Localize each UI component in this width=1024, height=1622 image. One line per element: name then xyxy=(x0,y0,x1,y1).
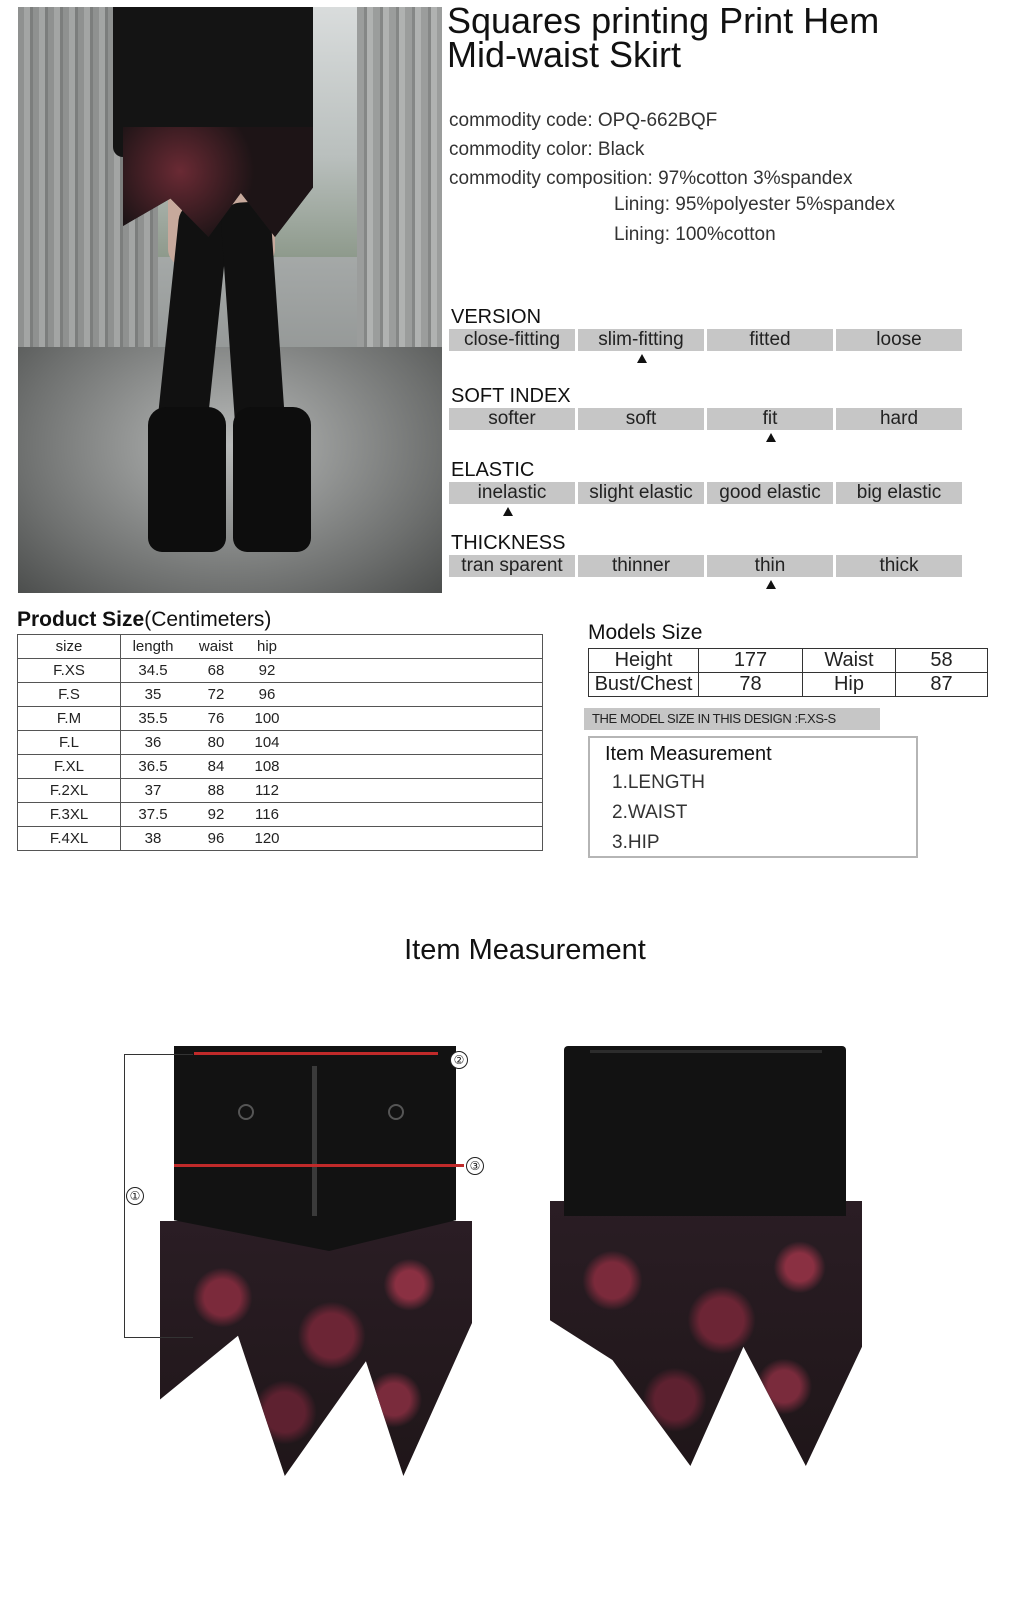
lining-1 xyxy=(614,194,895,216)
cell-hip: 112 xyxy=(247,779,287,803)
commodity-code-label: commodity code: xyxy=(449,110,593,131)
cell-hip: 108 xyxy=(247,755,287,779)
cell-empty xyxy=(287,803,543,827)
cell-length: 36 xyxy=(121,731,186,755)
soft-index-title: SOFT INDEX xyxy=(451,385,571,407)
item-measurement-title: Item Measurement xyxy=(404,934,646,966)
cell-length: 37.5 xyxy=(121,803,186,827)
commodity-composition-label: commodity composition: xyxy=(449,168,653,189)
lining-1-value: 95%polyester 5%spandex xyxy=(675,194,895,215)
cell-length: 38 xyxy=(121,827,186,851)
cell-size: F.3XL xyxy=(18,803,121,827)
version-option-4: loose xyxy=(836,329,962,351)
table-row xyxy=(18,755,543,779)
waist-marker: ② xyxy=(450,1051,468,1069)
table-row xyxy=(18,731,543,755)
models-hip-label: Hip xyxy=(803,673,896,697)
item-measurement-box-title: Item Measurement xyxy=(605,743,772,765)
thickness-option-4: thick xyxy=(836,555,962,577)
skirt-back-image xyxy=(550,1046,862,1466)
cell-size: F.XS xyxy=(18,659,121,683)
elastic-selected-marker xyxy=(503,507,513,516)
cell-empty xyxy=(287,755,543,779)
soft-index-option-2: soft xyxy=(578,408,704,430)
product-size-title xyxy=(17,608,271,632)
cell-hip: 116 xyxy=(247,803,287,827)
cell-hip: 104 xyxy=(247,731,287,755)
table-row xyxy=(589,673,988,697)
cell-waist: 92 xyxy=(185,803,247,827)
cell-hip: 96 xyxy=(247,683,287,707)
cell-empty xyxy=(287,707,543,731)
soft-index-scale xyxy=(449,408,963,430)
soft-index-option-3: fit xyxy=(707,408,833,430)
models-size-table xyxy=(588,648,988,697)
header-length: length xyxy=(121,635,186,659)
version-selected-marker xyxy=(637,354,647,363)
version-option-2: slim-fitting xyxy=(578,329,704,351)
models-height-value: 177 xyxy=(699,649,803,673)
elastic-option-1: inelastic xyxy=(449,482,575,504)
cell-empty xyxy=(287,659,543,683)
product-title-line2: Mid-waist Skirt xyxy=(447,34,682,75)
models-hip-value: 87 xyxy=(896,673,988,697)
soft-index-option-1: softer xyxy=(449,408,575,430)
cell-size: F.M xyxy=(18,707,121,731)
cell-waist: 80 xyxy=(185,731,247,755)
cell-waist: 68 xyxy=(185,659,247,683)
cell-empty xyxy=(287,683,543,707)
thickness-option-2: thinner xyxy=(578,555,704,577)
product-size-table xyxy=(17,634,543,851)
item-measurement-box xyxy=(588,736,918,858)
elastic-scale xyxy=(449,482,963,504)
table-row xyxy=(18,707,543,731)
cell-waist: 72 xyxy=(185,683,247,707)
thickness-scale xyxy=(449,555,963,577)
cell-hip: 100 xyxy=(247,707,287,731)
version-option-1: close-fitting xyxy=(449,329,575,351)
models-waist-value: 58 xyxy=(896,649,988,673)
version-title: VERSION xyxy=(451,306,542,328)
product-size-label: Product Size xyxy=(17,608,145,631)
measurement-item-hip: 3.HIP xyxy=(612,832,660,853)
cell-length: 34.5 xyxy=(121,659,186,683)
measurement-item-length: 1.LENGTH xyxy=(612,772,705,793)
commodity-code-value: OPQ-662BQF xyxy=(597,110,718,131)
cell-length: 35.5 xyxy=(121,707,186,731)
cell-size: F.S xyxy=(18,683,121,707)
commodity-composition-value: 97%cotton 3%spandex xyxy=(658,168,853,189)
lining-1-label: Lining: xyxy=(614,194,670,215)
measurement-item-waist: 2.WAIST xyxy=(612,802,688,823)
lining-2 xyxy=(614,224,776,246)
thickness-title: THICKNESS xyxy=(451,532,566,554)
model-photo xyxy=(18,7,442,593)
cell-length: 36.5 xyxy=(121,755,186,779)
commodity-color xyxy=(449,139,644,161)
models-bust-label: Bust/Chest xyxy=(589,673,699,697)
thickness-selected-marker xyxy=(766,580,776,589)
models-bust-value: 78 xyxy=(699,673,803,697)
hip-marker: ③ xyxy=(466,1157,484,1175)
waist-measure-line xyxy=(194,1052,438,1055)
skirt-front-image xyxy=(160,1046,472,1476)
product-title-line1: Squares printing Print Hem xyxy=(447,0,880,41)
cell-length: 35 xyxy=(121,683,186,707)
cell-size: F.L xyxy=(18,731,121,755)
cell-size: F.4XL xyxy=(18,827,121,851)
header-hip: hip xyxy=(247,635,287,659)
thickness-option-3: thin xyxy=(707,555,833,577)
elastic-option-2: slight elastic xyxy=(578,482,704,504)
table-row xyxy=(18,659,543,683)
soft-index-selected-marker xyxy=(766,433,776,442)
length-marker: ① xyxy=(126,1187,144,1205)
cell-waist: 96 xyxy=(185,827,247,851)
lining-2-value: 100%cotton xyxy=(675,224,776,245)
cell-hip: 120 xyxy=(247,827,287,851)
models-size-title: Models Size xyxy=(588,621,703,644)
elastic-option-3: good elastic xyxy=(707,482,833,504)
elastic-option-4: big elastic xyxy=(836,482,962,504)
header-empty xyxy=(287,635,543,659)
header-waist: waist xyxy=(185,635,247,659)
hip-measure-line xyxy=(174,1164,464,1167)
table-header-row xyxy=(18,635,543,659)
lining-2-label: Lining: xyxy=(614,224,670,245)
cell-hip: 92 xyxy=(247,659,287,683)
model-size-note: THE MODEL SIZE IN THIS DESIGN :F.XS-S xyxy=(584,708,880,730)
table-row xyxy=(18,779,543,803)
table-row xyxy=(18,683,543,707)
table-row xyxy=(18,827,543,851)
models-height-label: Height xyxy=(589,649,699,673)
commodity-composition xyxy=(449,168,852,190)
table-row xyxy=(589,649,988,673)
thickness-option-1: tran sparent xyxy=(449,555,575,577)
cell-empty xyxy=(287,779,543,803)
cell-waist: 76 xyxy=(185,707,247,731)
cell-waist: 88 xyxy=(185,779,247,803)
cell-size: F.XL xyxy=(18,755,121,779)
cell-size: F.2XL xyxy=(18,779,121,803)
cell-empty xyxy=(287,731,543,755)
product-title xyxy=(447,0,880,75)
commodity-color-value: Black xyxy=(597,139,645,160)
models-waist-label: Waist xyxy=(803,649,896,673)
cell-waist: 84 xyxy=(185,755,247,779)
product-size-unit: (Centimeters) xyxy=(144,608,272,631)
commodity-code xyxy=(449,110,717,132)
table-row xyxy=(18,803,543,827)
cell-empty xyxy=(287,827,543,851)
header-size: size xyxy=(18,635,121,659)
version-option-3: fitted xyxy=(707,329,833,351)
commodity-color-label: commodity color: xyxy=(449,139,593,160)
version-scale xyxy=(449,329,963,351)
soft-index-option-4: hard xyxy=(836,408,962,430)
cell-length: 37 xyxy=(121,779,186,803)
elastic-title: ELASTIC xyxy=(451,459,535,481)
